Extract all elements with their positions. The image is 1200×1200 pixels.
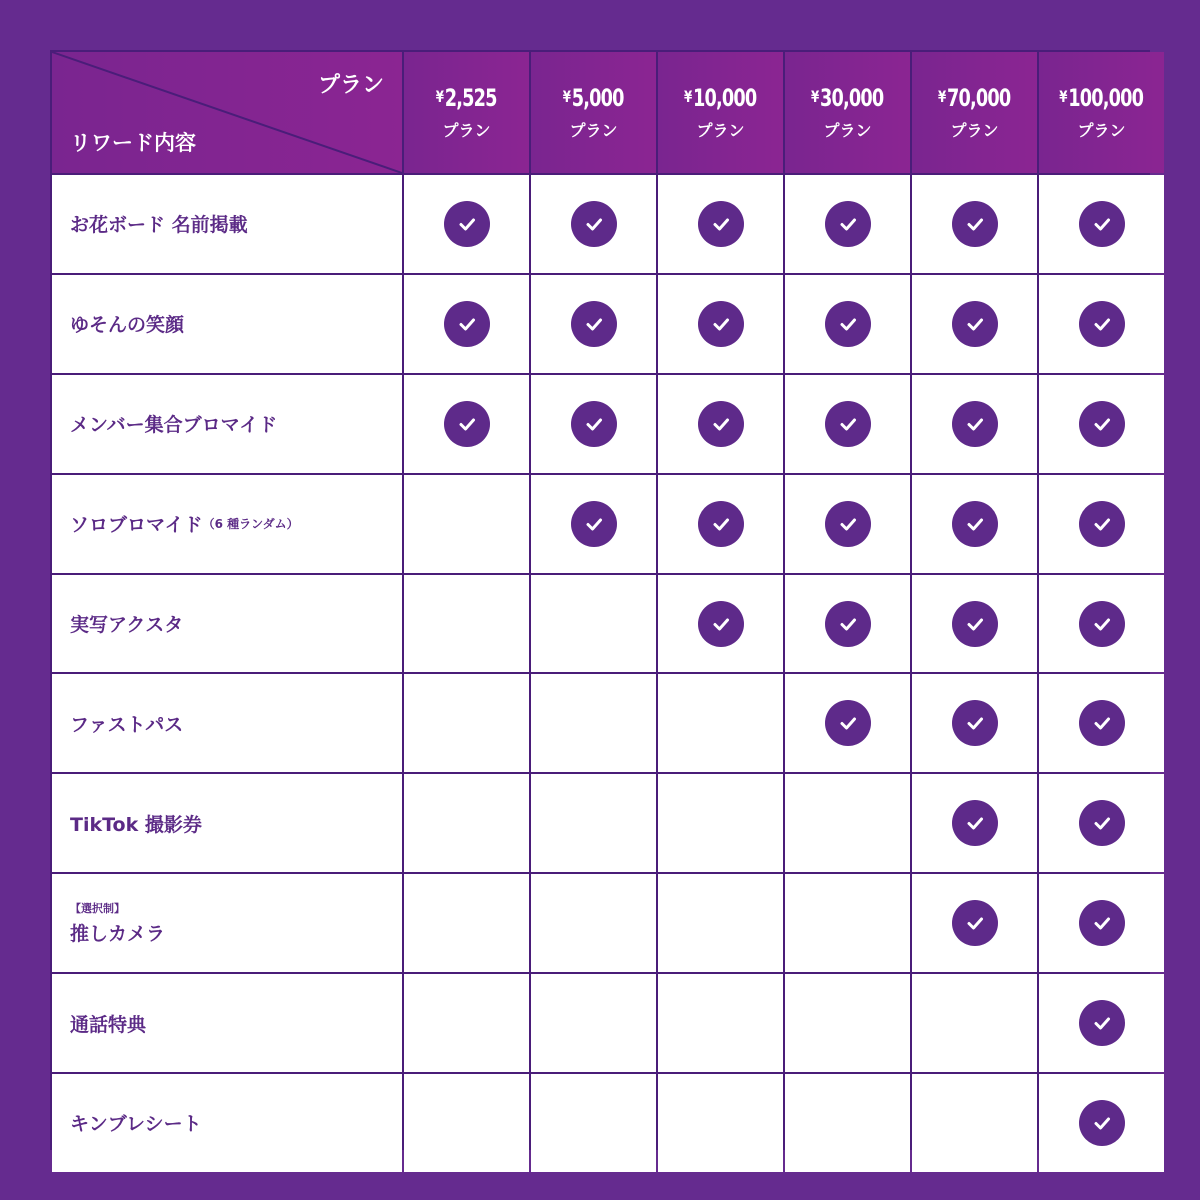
reward-label xyxy=(52,175,402,273)
plan-cell xyxy=(912,1074,1037,1172)
plan-cell xyxy=(531,774,656,872)
reward-name: ソロブロマイド xyxy=(70,514,203,537)
plan-cell xyxy=(1039,375,1164,473)
currency-symbol: ¥ xyxy=(1059,87,1067,106)
plan-cell xyxy=(658,674,783,772)
check-circle-icon xyxy=(825,201,871,247)
plan-axis-label: プラン xyxy=(317,73,384,98)
plan-cell xyxy=(531,175,656,273)
check-circle-icon xyxy=(825,301,871,347)
plan-header xyxy=(404,52,529,173)
check-circle-icon xyxy=(698,301,744,347)
plan-cell xyxy=(912,175,1037,273)
plan-cell xyxy=(658,1074,783,1172)
plan-price xyxy=(811,84,883,112)
plan-cell xyxy=(658,375,783,473)
plan-suffix: プラン xyxy=(569,121,618,140)
plan-cell xyxy=(404,974,529,1072)
plan-cell xyxy=(1039,674,1164,772)
check-circle-icon xyxy=(1079,1100,1125,1146)
reward-name: 通話特典 xyxy=(70,1013,147,1036)
plan-cell xyxy=(404,674,529,772)
plan-cell xyxy=(531,874,656,972)
plan-cell xyxy=(404,1074,529,1172)
reward-plan-table xyxy=(50,50,1150,1150)
plan-header xyxy=(531,52,656,173)
check-circle-icon xyxy=(1079,401,1125,447)
plan-cell xyxy=(404,175,529,273)
reward-label xyxy=(52,275,402,373)
plan-suffix: プラン xyxy=(823,121,872,140)
plan-cell xyxy=(785,874,910,972)
plan-cell xyxy=(912,674,1037,772)
check-circle-icon xyxy=(952,201,998,247)
plan-cell xyxy=(912,475,1037,573)
check-circle-icon xyxy=(952,900,998,946)
reward-label xyxy=(52,674,402,772)
plan-price xyxy=(1060,84,1144,112)
plan-cell xyxy=(1039,874,1164,972)
plan-cell xyxy=(404,575,529,673)
check-circle-icon xyxy=(825,700,871,746)
check-circle-icon xyxy=(1079,601,1125,647)
plan-price xyxy=(684,84,756,112)
reward-name: 推しカメラ xyxy=(70,923,166,946)
plan-header xyxy=(1039,52,1164,173)
check-circle-icon xyxy=(571,301,617,347)
check-circle-icon xyxy=(952,800,998,846)
check-circle-icon xyxy=(444,301,490,347)
reward-label xyxy=(52,575,402,673)
reward-name: ゆそんの笑顔 xyxy=(70,314,185,337)
check-circle-icon xyxy=(952,501,998,547)
plan-cell xyxy=(912,575,1037,673)
plan-amount: 2,525 xyxy=(445,84,497,112)
plan-cell xyxy=(1039,1074,1164,1172)
check-circle-icon xyxy=(698,201,744,247)
plan-cell xyxy=(531,1074,656,1172)
check-circle-icon xyxy=(1079,501,1125,547)
plan-cell xyxy=(531,575,656,673)
plan-cell xyxy=(1039,974,1164,1072)
plan-cell xyxy=(785,674,910,772)
check-circle-icon xyxy=(698,401,744,447)
reward-name: 実写アクスタ xyxy=(70,614,184,636)
reward-name: ファストパス xyxy=(70,713,184,736)
plan-price xyxy=(436,84,497,112)
currency-symbol: ¥ xyxy=(436,87,444,106)
reward-name: お花ボード 名前掲載 xyxy=(70,214,248,237)
plan-cell xyxy=(404,774,529,872)
reward-label xyxy=(52,375,402,473)
plan-cell xyxy=(1039,275,1164,373)
plan-cell xyxy=(531,375,656,473)
plan-header xyxy=(785,52,910,173)
plan-cell xyxy=(1039,575,1164,673)
reward-label xyxy=(52,774,402,872)
plan-cell xyxy=(785,175,910,273)
reward-axis-label: リワード内容 xyxy=(70,131,196,155)
check-circle-icon xyxy=(825,601,871,647)
plan-suffix: プラン xyxy=(950,121,999,140)
plan-cell xyxy=(404,275,529,373)
plan-cell xyxy=(404,375,529,473)
plan-amount: 30,000 xyxy=(820,84,884,112)
check-circle-icon xyxy=(698,501,744,547)
check-circle-icon xyxy=(952,301,998,347)
plan-cell xyxy=(658,275,783,373)
check-circle-icon xyxy=(571,201,617,247)
reward-note: （6 種ランダム） xyxy=(202,517,299,532)
plan-cell xyxy=(531,475,656,573)
currency-symbol: ¥ xyxy=(811,87,819,106)
check-circle-icon xyxy=(1079,800,1125,846)
currency-symbol: ¥ xyxy=(684,87,692,106)
check-circle-icon xyxy=(1079,1000,1125,1046)
plan-amount: 10,000 xyxy=(693,84,757,112)
reward-label xyxy=(52,1074,402,1172)
plan-cell xyxy=(1039,175,1164,273)
plan-suffix: プラン xyxy=(442,121,491,140)
plan-cell xyxy=(785,1074,910,1172)
check-circle-icon xyxy=(571,501,617,547)
plan-cell xyxy=(531,974,656,1072)
plan-cell xyxy=(404,874,529,972)
currency-symbol: ¥ xyxy=(563,87,571,106)
plan-cell xyxy=(912,774,1037,872)
check-circle-icon xyxy=(825,501,871,547)
reward-prefix: 【選択制】 xyxy=(70,902,125,916)
plan-cell xyxy=(658,874,783,972)
plan-cell xyxy=(531,275,656,373)
check-circle-icon xyxy=(1079,700,1125,746)
plan-cell xyxy=(404,475,529,573)
plan-cell xyxy=(658,475,783,573)
check-circle-icon xyxy=(444,401,490,447)
reward-label xyxy=(52,874,402,972)
plan-cell xyxy=(912,275,1037,373)
reward-label xyxy=(52,475,402,573)
plan-amount: 5,000 xyxy=(572,84,624,112)
plan-suffix: プラン xyxy=(696,121,745,140)
plan-header xyxy=(658,52,783,173)
check-circle-icon xyxy=(952,601,998,647)
plan-header xyxy=(912,52,1037,173)
check-circle-icon xyxy=(444,201,490,247)
plan-cell xyxy=(658,575,783,673)
plan-cell xyxy=(1039,475,1164,573)
plan-cell xyxy=(785,774,910,872)
check-circle-icon xyxy=(571,401,617,447)
reward-label xyxy=(52,974,402,1072)
plan-suffix: プラン xyxy=(1077,121,1126,140)
check-circle-icon xyxy=(1079,201,1125,247)
reward-name: キンブレシート xyxy=(70,1113,202,1136)
reward-name: TikTok 撮影券 xyxy=(70,813,202,836)
plan-cell xyxy=(912,874,1037,972)
plan-cell xyxy=(658,175,783,273)
plan-cell xyxy=(785,575,910,673)
plan-cell xyxy=(785,375,910,473)
plan-price xyxy=(938,84,1010,112)
plan-amount: 100,000 xyxy=(1068,84,1144,112)
currency-symbol: ¥ xyxy=(938,87,946,106)
plan-amount: 70,000 xyxy=(947,84,1011,112)
plan-price xyxy=(563,84,624,112)
plan-cell xyxy=(1039,774,1164,872)
plan-cell xyxy=(658,774,783,872)
check-circle-icon xyxy=(1079,301,1125,347)
header-corner xyxy=(52,52,402,173)
plan-cell xyxy=(912,375,1037,473)
plan-cell xyxy=(658,974,783,1072)
reward-name: メンバー集合ブロマイド xyxy=(70,414,278,437)
check-circle-icon xyxy=(952,700,998,746)
check-circle-icon xyxy=(1079,900,1125,946)
plan-cell xyxy=(785,974,910,1072)
plan-cell xyxy=(785,275,910,373)
check-circle-icon xyxy=(698,601,744,647)
plan-cell xyxy=(785,475,910,573)
plan-cell xyxy=(531,674,656,772)
plan-cell xyxy=(912,974,1037,1072)
check-circle-icon xyxy=(952,401,998,447)
check-circle-icon xyxy=(825,401,871,447)
